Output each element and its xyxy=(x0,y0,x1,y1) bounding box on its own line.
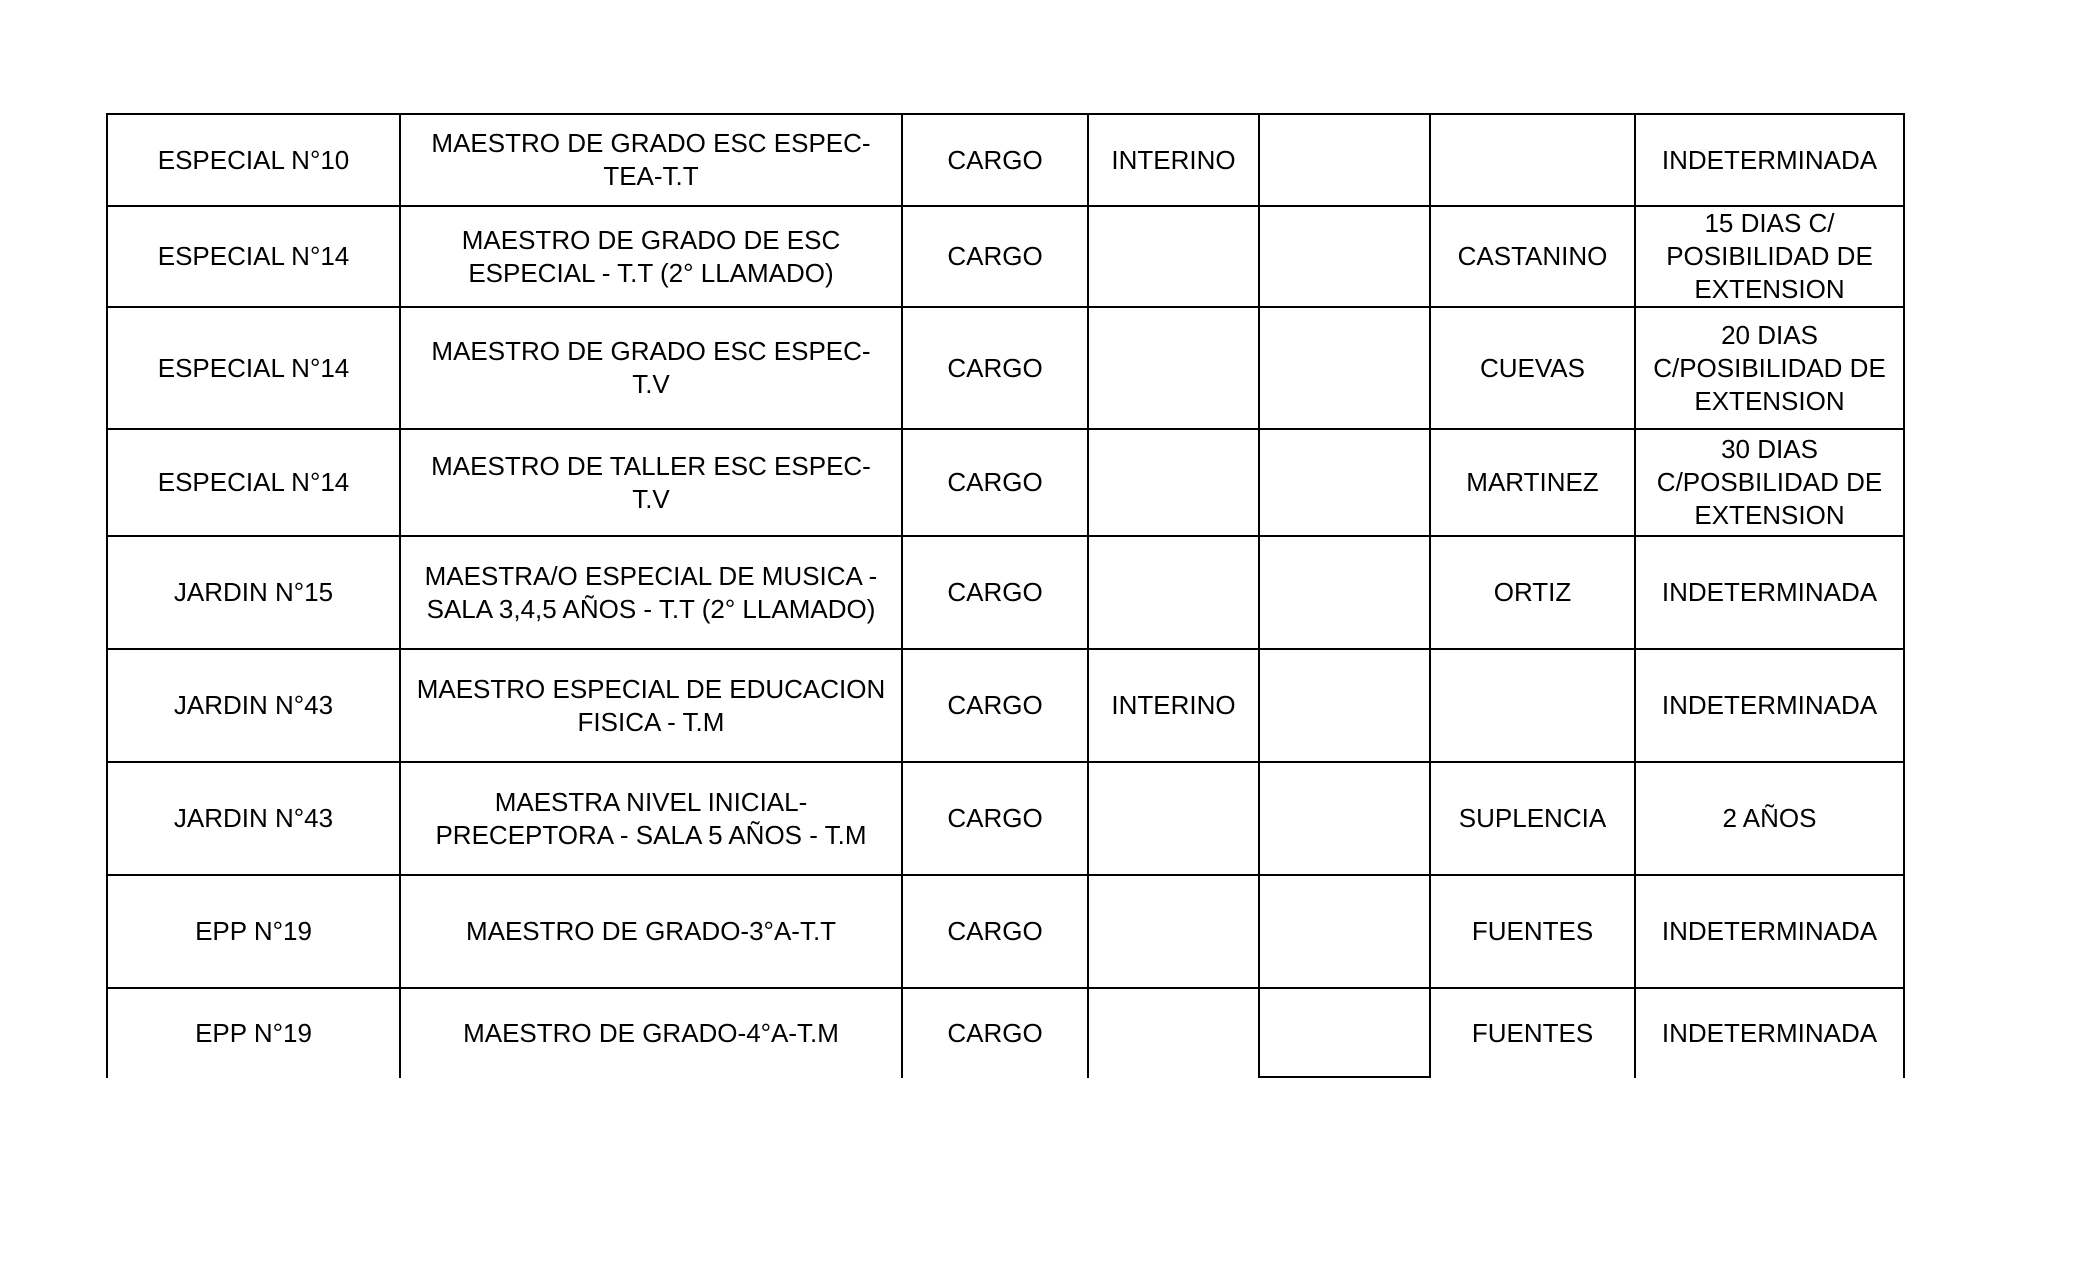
table-cell-blank xyxy=(1258,306,1429,428)
table-cell-holder: SUPLENCIA xyxy=(1429,761,1634,874)
table-cell-position: MAESTRO DE GRADO-4°A-T.M xyxy=(399,987,901,1078)
table-cell-type: CARGO xyxy=(901,428,1087,535)
table-cell-type: CARGO xyxy=(901,874,1087,987)
table-cell-type: CARGO xyxy=(901,306,1087,428)
table-cell-duration: INDETERMINADA xyxy=(1634,987,1905,1078)
table-cell-duration: INDETERMINADA xyxy=(1634,535,1905,648)
table-cell-duration: 2 AÑOS xyxy=(1634,761,1905,874)
table-cell-type: CARGO xyxy=(901,761,1087,874)
cell-bottom-border xyxy=(1258,1076,1431,1078)
table-row xyxy=(106,648,1905,761)
table-row xyxy=(106,987,1905,1078)
table-cell-school: ESPECIAL N°14 xyxy=(106,428,399,535)
table-cell-type: CARGO xyxy=(901,648,1087,761)
table-cell-holder: FUENTES xyxy=(1429,874,1634,987)
table-cell-position: MAESTRA/O ESPECIAL DE MUSICA - SALA 3,4,5 AÑOS - T.T (2° LLAMADO) xyxy=(399,535,901,648)
table-row xyxy=(106,306,1905,428)
table-cell-duration: INDETERMINADA xyxy=(1634,648,1905,761)
table-cell-position: MAESTRO DE GRADO ESC ESPEC- T.V xyxy=(399,306,901,428)
table-cell-status xyxy=(1087,205,1258,306)
table-cell-school: JARDIN N°15 xyxy=(106,535,399,648)
table-cell-status xyxy=(1087,874,1258,987)
table-cell-school: ESPECIAL N°14 xyxy=(106,205,399,306)
table-cell-school: JARDIN N°43 xyxy=(106,648,399,761)
table-cell-type: CARGO xyxy=(901,987,1087,1078)
table-cell-blank xyxy=(1258,428,1429,535)
table-cell-blank xyxy=(1258,648,1429,761)
table-cell-holder: MARTINEZ xyxy=(1429,428,1634,535)
table-cell-school: EPP N°19 xyxy=(106,874,399,987)
table-cell-holder xyxy=(1429,113,1634,205)
table-cell-position: MAESTRO DE GRADO ESC ESPEC- TEA-T.T xyxy=(399,113,901,205)
table-cell-type: CARGO xyxy=(901,205,1087,306)
table-cell-school: EPP N°19 xyxy=(106,987,399,1078)
table-cell-status xyxy=(1087,535,1258,648)
table-cell-position: MAESTRO ESPECIAL DE EDUCACION FISICA - T.M xyxy=(399,648,901,761)
table-cell-status xyxy=(1087,761,1258,874)
table-row xyxy=(106,428,1905,535)
table-cell-status xyxy=(1087,306,1258,428)
table-cell-school: ESPECIAL N°10 xyxy=(106,113,399,205)
table-cell-blank xyxy=(1258,113,1429,205)
table-row xyxy=(106,761,1905,874)
table-row xyxy=(106,113,1905,205)
table-cell-school: ESPECIAL N°14 xyxy=(106,306,399,428)
table-cell-holder: FUENTES xyxy=(1429,987,1634,1078)
table-cell-duration: INDETERMINADA xyxy=(1634,113,1905,205)
table-cell-position: MAESTRA NIVEL INICIAL- PRECEPTORA - SALA 5 AÑOS - T.M xyxy=(399,761,901,874)
vacancy-table xyxy=(106,113,1905,1078)
table-cell-position: MAESTRO DE TALLER ESC ESPEC- T.V xyxy=(399,428,901,535)
table-row xyxy=(106,535,1905,648)
table-cell-type: CARGO xyxy=(901,535,1087,648)
table-cell-holder: ORTIZ xyxy=(1429,535,1634,648)
table-cell-school: JARDIN N°43 xyxy=(106,761,399,874)
table-cell-status xyxy=(1087,428,1258,535)
table-cell-holder xyxy=(1429,648,1634,761)
table-cell-blank xyxy=(1258,205,1429,306)
table-row xyxy=(106,205,1905,306)
table-cell-status xyxy=(1087,987,1258,1078)
table-cell-duration: INDETERMINADA xyxy=(1634,874,1905,987)
table-row xyxy=(106,874,1905,987)
table-cell-position: MAESTRO DE GRADO DE ESC ESPECIAL - T.T (2° LLAMADO) xyxy=(399,205,901,306)
table-cell-blank xyxy=(1258,874,1429,987)
table-cell-blank xyxy=(1258,535,1429,648)
table-cell-holder: CUEVAS xyxy=(1429,306,1634,428)
table-cell-status: INTERINO xyxy=(1087,648,1258,761)
table-cell-position: MAESTRO DE GRADO-3°A-T.T xyxy=(399,874,901,987)
table-cell-type: CARGO xyxy=(901,113,1087,205)
table-cell-holder: CASTANINO xyxy=(1429,205,1634,306)
table-cell-status: INTERINO xyxy=(1087,113,1258,205)
table-cell-blank xyxy=(1258,987,1429,1078)
table-cell-blank xyxy=(1258,761,1429,874)
table-cell-duration: 15 DIAS C/ POSIBILIDAD DE EXTENSION xyxy=(1634,205,1905,306)
table-cell-duration: 20 DIAS C/POSIBILIDAD DE EXTENSION xyxy=(1634,306,1905,428)
table-cell-duration: 30 DIAS C/POSBILIDAD DE EXTENSION xyxy=(1634,428,1905,535)
